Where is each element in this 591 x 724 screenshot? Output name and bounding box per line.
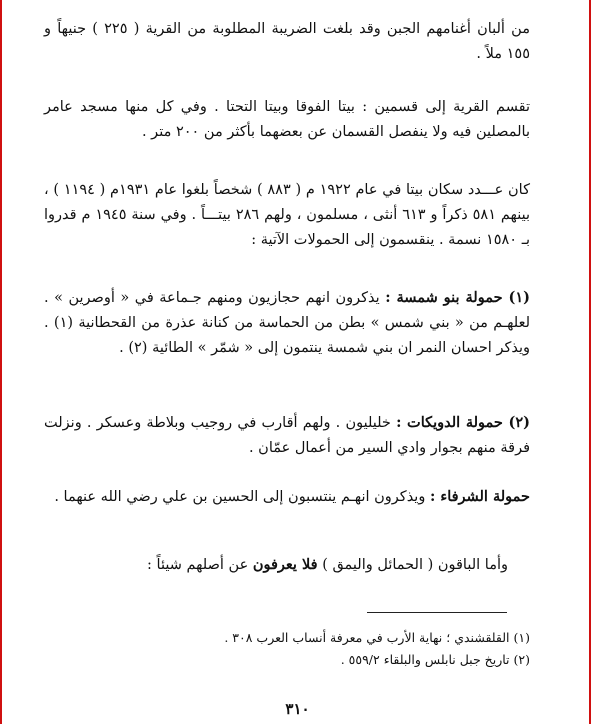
page-number: ٣١٠ <box>285 700 310 718</box>
paragraph-6-body <box>44 484 530 510</box>
footnote-divider <box>367 612 507 613</box>
paragraph-7 <box>44 552 530 578</box>
paragraph-6-text: ويذكرون انهـم ينتسبون إلى الحسين بن علي رضي الله عنهما . <box>54 489 426 505</box>
footnote-1: (١) القلقشندي ؛ نهاية الأرب في معرفة أنساب العرب ٣٠٨ . <box>224 630 530 645</box>
paragraph-7-body <box>44 552 530 578</box>
paragraph-5 <box>44 410 530 461</box>
paragraph-1 <box>44 17 530 67</box>
paragraph-3-text: كان عـــدد سكان بيتا في عام ١٩٢٢ م ( ٨٨٣ ) شخصاً بلغوا عام ١٩٣١م ( ١١٩٤ ) ، بينهم ٥٨١ ذكراً و ٦١٣ أنثى ، مسلمون ، ولهم ٢٨٦ بيتـــاً . وفي سنة ١٩٤٥ م قدروا بـ ١٥٨٠ نسمة . ينقسمون إلى الحمولات الآتية : <box>44 182 531 248</box>
clan-heading-banu-shamsa: (١) حمولة بنو شمسة : <box>385 289 531 306</box>
paragraph-2 <box>44 95 530 145</box>
clan-heading-duwaykat: (٢) حمولة الدويكات : <box>396 414 530 431</box>
paragraph-7-text-a: وأما الباقون ( الحمائل واليمق ) <box>322 557 508 573</box>
paragraph-2-text: تقسم القرية إلى قسمين : بيتا الفوقا وبيتا التحتا . وفي كل منها مسجد عامر بالمصلين فيه ولا ينفصل القسمان عن بعضهما بأكثر من ٢٠٠ متر . <box>44 99 530 140</box>
paragraph-4-body <box>44 285 530 361</box>
paragraph-5-text: خليليون . ولهم أقارب في روجيب وبلاطة وعسكر . ونزلت فرقة منهم بجوار وادي السير من أعمال عمّان . <box>44 415 530 456</box>
clan-heading-shurafa: حمولة الشرفاء : <box>429 488 530 505</box>
paragraph-7-bold: فلا يعرفون <box>252 556 318 573</box>
footnotes <box>122 627 530 671</box>
paragraph-4 <box>44 285 530 361</box>
footnote-2: (٢) تاريخ جبل نابلس والبلقاء ٥٥٩/٢ . <box>340 652 530 667</box>
paragraph-6 <box>44 484 530 510</box>
paragraph-5-body <box>44 410 530 461</box>
paragraph-7-text-c: عن أصلهم شيئاً : <box>147 557 249 573</box>
paragraph-3 <box>44 178 530 253</box>
paragraph-1-text: من ألبان أغنامهم الجبن وقد بلغت الضريبة المطلوبة من القرية ( ٢٢٥ ) جنيهاً و ١٥٥ ملاً . <box>44 21 530 62</box>
paragraph-4-text: يذكرون انهم حجازيون ومنهم جـماعة في « أوصرين » . لعلهـم من « بني شمس » بطن من الحماسة من كنانة عذرة من القحطانية (١) . ويذكر احسان النمر ان بني شمسة ينتمون إلى « شمّر » الطائية (٢) . <box>44 290 530 356</box>
